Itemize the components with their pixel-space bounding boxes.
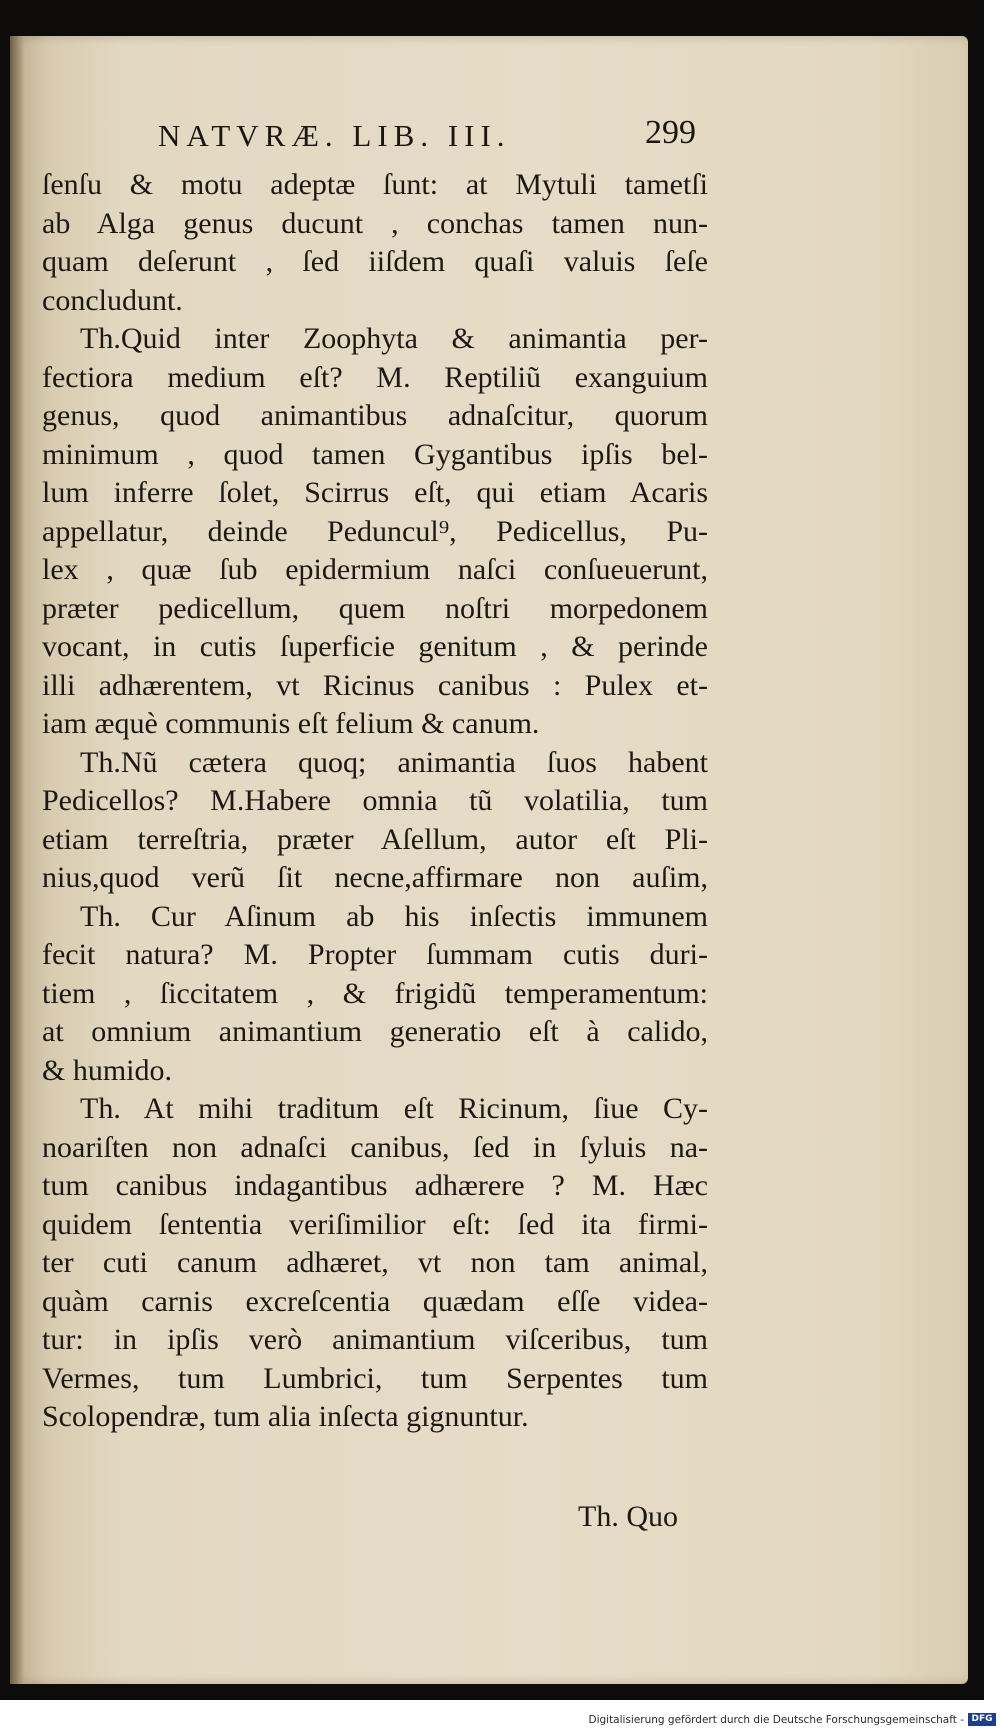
text-line: nius,quod verũ ſit necne,affirmare non auſim, bbox=[42, 861, 708, 894]
text-line: præter pedicellum, quem noſtri morpedonem bbox=[42, 591, 708, 625]
body-text bbox=[42, 166, 708, 1437]
text-line: tiem , ſiccitatem , & frigidũ temperamentum: bbox=[42, 976, 708, 1010]
text-line: quam deſerunt , ſed iiſdem quaſi valuis ſeſe bbox=[42, 245, 708, 278]
text-line: noariſten non adnaſci canibus, ſed in ſyluis na- bbox=[42, 1130, 708, 1164]
text-line: vocant, in cutis ſuperficie genitum , & perinde bbox=[42, 630, 708, 663]
text-line: tur: in ipſis verò animantium viſceribus, tum bbox=[42, 1323, 708, 1356]
text-line: Vermes, tum Lumbrici, tum Serpentes tum bbox=[42, 1361, 708, 1395]
text-line: ter cuti canum adhæret, vt non tam animal, bbox=[42, 1246, 708, 1279]
text-line: Th. Cur Aſinum ab his inſectis immunem bbox=[80, 899, 708, 933]
text-line: Scolopendræ, tum alia inſecta gignuntur. bbox=[42, 1400, 529, 1433]
text-line: Pedicellos? M.Habere omnia tũ volatilia, tum bbox=[42, 784, 708, 817]
text-line: fecit natura? M. Propter ſummam cutis duri- bbox=[42, 938, 708, 971]
text-line: quàm carnis excreſcentia quædam eſſe videa- bbox=[42, 1284, 708, 1318]
footer-bar bbox=[0, 1712, 1000, 1728]
text-line: fectiora medium eſt? M. Reptiliũ exanguium bbox=[42, 360, 708, 394]
text-line: Th. At mihi traditum eſt Ricinum, ſiue Cy- bbox=[80, 1092, 708, 1125]
dfg-logo: DFG bbox=[968, 1713, 996, 1726]
text-line: Th.Nũ cætera quoq; animantia ſuos habent bbox=[80, 745, 708, 779]
text-line: at omnium animantium generatio eſt à calido, bbox=[42, 1015, 708, 1048]
text-line: tum canibus indagantibus adhærere ? M. Hæc bbox=[42, 1169, 708, 1202]
text-line: appellatur, deinde Peduncul⁹, Pedicellus, Pu- bbox=[42, 514, 708, 548]
text-line: illi adhærentem, vt Ricinus canibus : Pulex et- bbox=[42, 668, 708, 702]
text-line: Th.Quid inter Zoophyta & animantia per- bbox=[80, 322, 708, 355]
text-line: minimum , quod tamen Gygantibus ipſis bel- bbox=[42, 437, 708, 471]
funding-credit: Digitalisierung gefördert durch die Deutsche Forschungsgemeinschaft - bbox=[588, 1714, 964, 1726]
text-line: lex , quæ ſub epidermium naſci conſueuerunt, bbox=[42, 553, 708, 586]
page-number: 299 bbox=[645, 114, 696, 151]
page-gutter bbox=[10, 36, 24, 1684]
catchword: Th. Quo bbox=[578, 1500, 678, 1533]
text-line: lum inferre ſolet, Scirrus eſt, qui etiam Acaris bbox=[42, 476, 708, 509]
text-line: concludunt. bbox=[42, 283, 183, 317]
text-line: ab Alga genus ducunt , conchas tamen nun- bbox=[42, 206, 708, 240]
text-line: quidem ſententia veriſimilior eſt: ſed ita firmi- bbox=[42, 1207, 708, 1241]
text-line: ſenſu & motu adeptæ ſunt: at Mytuli tametſi bbox=[42, 168, 708, 201]
running-title: NATVRÆ. LIB. III. bbox=[158, 118, 511, 153]
text-line: iam æquè communis eſt felium & canum. bbox=[42, 707, 540, 740]
text-line: genus, quod animantibus adnaſcitur, quorum bbox=[42, 399, 708, 432]
text-line: etiam terreſtria, præter Aſellum, autor eſt Pli- bbox=[42, 822, 708, 856]
text-line: & humido. bbox=[42, 1053, 173, 1087]
